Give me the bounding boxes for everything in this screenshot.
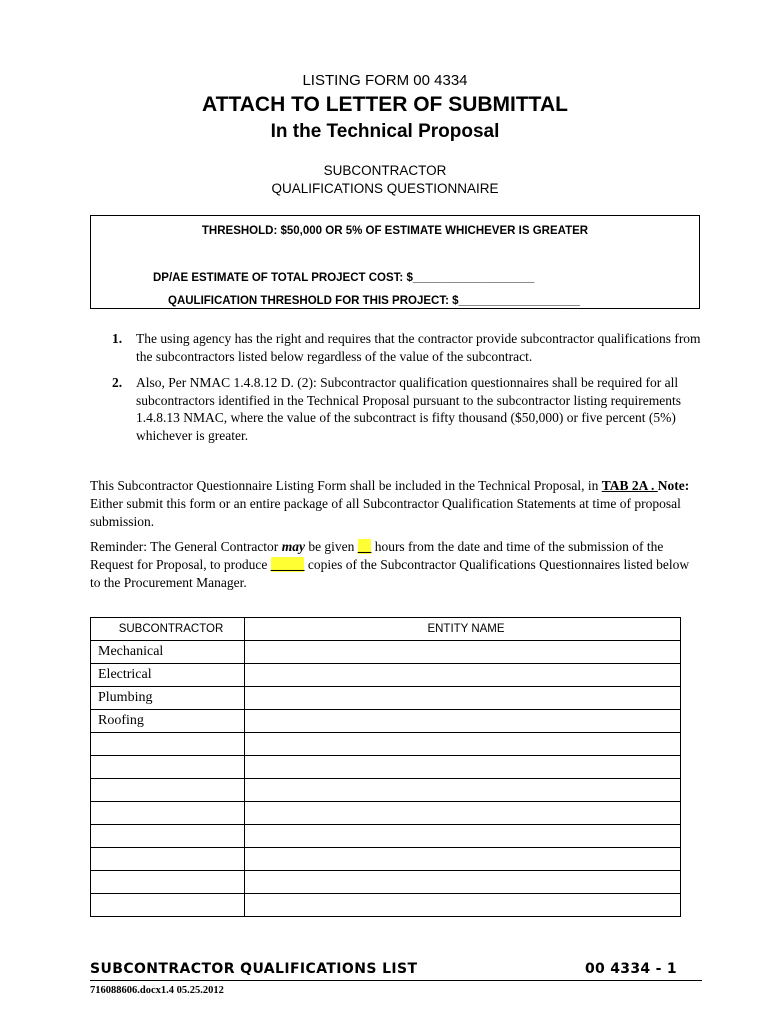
reminder-paragraph: [90, 538, 702, 592]
column-header-subcontractor: SUBCONTRACTOR: [91, 618, 245, 641]
hours-blank: __: [357, 539, 372, 554]
subcontractor-cell[interactable]: [91, 848, 245, 871]
paragraph-text: be given: [304, 539, 358, 554]
list-item-number: 1.: [112, 331, 123, 346]
subcontractor-cell: Electrical: [91, 664, 245, 687]
subcontractor-cell[interactable]: [91, 871, 245, 894]
subcontractor-cell[interactable]: [91, 733, 245, 756]
submission-paragraph: [90, 477, 702, 531]
tab-reference: TAB 2A .: [601, 478, 658, 493]
footer-page-number: 00 4334 - 1: [585, 961, 677, 977]
subcontractor-table: [90, 617, 681, 917]
list-item-text: Also, Per NMAC 1.4.8.12 D. (2): Subcontractor qualification questionnaires shall be required for all subcontractors identified in the Technical Proposal pursuant to the subcontractor listing requirements 1.4.8.13 NMAC, where the value of the subcontract is fifty thousand ($50,000) or five percent (5%) whichever is greater.: [136, 375, 682, 443]
table-row: [91, 802, 681, 825]
list-item: [90, 374, 705, 444]
list-item-text: The using agency has the right and requires that the contractor provide subcontractor qualifications from the subcontractors listed below regardless of the value of the subcontract.: [136, 331, 701, 364]
requirements-list: [90, 330, 705, 453]
threshold-box: [90, 215, 700, 309]
entity-name-cell[interactable]: [245, 687, 681, 710]
footer-file-reference: 716088606.docx1.4 05.25.2012: [90, 985, 224, 996]
entity-name-cell[interactable]: [245, 871, 681, 894]
entity-name-cell[interactable]: [245, 848, 681, 871]
table-row: [91, 664, 681, 687]
section-heading-line1: SUBCONTRACTOR: [323, 163, 447, 178]
copies-blank: _____: [270, 557, 305, 572]
subcontractor-cell[interactable]: [91, 802, 245, 825]
page-title: ATTACH TO LETTER OF SUBMITTAL: [202, 93, 568, 116]
table-row: [91, 894, 681, 917]
entity-name-cell[interactable]: [245, 641, 681, 664]
table-row: [91, 733, 681, 756]
table-row: [91, 779, 681, 802]
estimate-cost-line: DP/AE ESTIMATE OF TOTAL PROJECT COST: $___________________: [153, 272, 535, 284]
table-row: [91, 641, 681, 664]
paragraph-text: Reminder: The General Contractor: [90, 539, 282, 554]
entity-name-cell[interactable]: [245, 802, 681, 825]
entity-name-cell[interactable]: [245, 756, 681, 779]
table-row: [91, 825, 681, 848]
entity-name-cell[interactable]: [245, 733, 681, 756]
paragraph-text: hours from the date and time of the submission of the Request for Proposal, to produce: [90, 539, 664, 572]
table-row: [91, 687, 681, 710]
entity-name-cell[interactable]: [245, 894, 681, 917]
section-heading-line2: QUALIFICATIONS QUESTIONNAIRE: [271, 181, 499, 196]
subcontractor-cell[interactable]: [91, 779, 245, 802]
entity-name-cell[interactable]: [245, 779, 681, 802]
paragraph-text: copies of the Subcontractor Qualifications Questionnaires listed below to the Procurement Manager.: [90, 557, 690, 590]
note-label: Note:: [657, 478, 690, 493]
form-number: LISTING FORM 00 4334: [302, 72, 468, 89]
subcontractor-cell: Mechanical: [91, 641, 245, 664]
paragraph-text: Either submit this form or an entire package of all Subcontractor Qualification Statements at time of proposal submission.: [90, 496, 681, 529]
subcontractor-cell[interactable]: [91, 825, 245, 848]
footer-divider: [90, 980, 702, 981]
subcontractor-cell[interactable]: [91, 756, 245, 779]
list-item: [90, 330, 705, 365]
table-row: [91, 710, 681, 733]
column-header-entity-name: ENTITY NAME: [245, 618, 681, 641]
table-row: [91, 756, 681, 779]
table-row: [91, 848, 681, 871]
table-row: [91, 871, 681, 894]
may-emphasis: may: [281, 539, 305, 554]
entity-name-cell[interactable]: [245, 664, 681, 687]
table-header-row: [91, 618, 681, 641]
threshold-text: THRESHOLD: $50,000 OR 5% OF ESTIMATE WHICHEVER IS GREATER: [201, 225, 589, 237]
footer-title: SUBCONTRACTOR QUALIFICATIONS LIST: [90, 961, 418, 977]
entity-name-cell[interactable]: [245, 825, 681, 848]
entity-name-cell[interactable]: [245, 710, 681, 733]
list-item-number: 2.: [112, 375, 123, 390]
subcontractor-cell: Plumbing: [91, 687, 245, 710]
paragraph-text: This Subcontractor Questionnaire Listing Form shall be included in the Technical Proposal, in: [90, 478, 602, 493]
subcontractor-cell: Roofing: [91, 710, 245, 733]
qualification-threshold-line: QAULIFICATION THRESHOLD FOR THIS PROJECT: $___________________: [168, 295, 581, 307]
subcontractor-cell[interactable]: [91, 894, 245, 917]
page-subtitle: In the Technical Proposal: [270, 121, 500, 142]
